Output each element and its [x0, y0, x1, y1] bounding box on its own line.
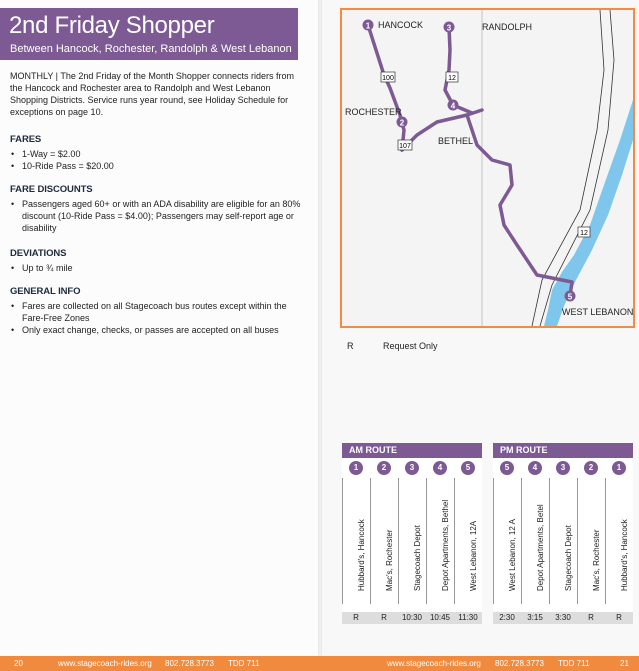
pm-route-heading: PM ROUTE	[493, 443, 633, 458]
pm-stop-column	[549, 478, 578, 604]
footer-website-link[interactable]: www.stagecoach-rides.org	[387, 659, 481, 668]
am-time-cell: R	[381, 613, 387, 622]
footer-tdd: TDD 711	[228, 659, 260, 668]
shield-12b: 12	[580, 230, 588, 237]
pm-time-cell: 3:30	[555, 613, 571, 622]
footer-phone: 802.728.3773	[165, 659, 214, 668]
label-hancock: HANCOCK	[378, 20, 424, 30]
am-time-cell: 10:30	[401, 613, 423, 622]
am-stop-circle: 5	[461, 461, 475, 475]
am-stop-circle: 4	[433, 461, 447, 475]
page-subtitle: Between Hancock, Rochester, Randolph & West Lebanon	[10, 43, 292, 55]
label-bethel: BETHEL	[438, 136, 474, 146]
footer-tdd: TDD 711	[558, 659, 590, 668]
pm-time-cell: 2:30	[499, 613, 515, 622]
am-time-cell: R	[353, 613, 359, 622]
stop-marker-4: 4	[450, 101, 456, 111]
pm-stop-name: Hubbard's, Hancock	[620, 519, 629, 591]
intro-paragraph: MONTHLY | The 2nd Friday of the Month Shopper connects riders from the Hancock and Rochester area to Randolph and West Lebanon Shopping Districts. Service runs year round, see Holiday Schedule for exceptions on page 10.	[10, 71, 294, 117]
fares-heading: FARES	[10, 134, 42, 145]
deviation-item: • Up to ¾ mile	[10, 262, 310, 274]
legend-label: Request Only	[383, 341, 438, 351]
general-info-heading: GENERAL INFO	[10, 286, 81, 297]
stop-marker-5: 5	[567, 292, 573, 302]
am-stop-circle: 3	[405, 461, 419, 475]
discounts-heading: FARE DISCOUNTS	[10, 184, 93, 195]
discounts-section	[10, 184, 310, 234]
pm-stop-name: West Lebanon, 12 A	[508, 519, 517, 591]
stop-marker-2: 2	[399, 118, 405, 128]
am-stop-column	[454, 478, 483, 604]
general-info-item: • Fares are collected on all Stagecoach bus routes except within the Fare-Free Zones	[10, 300, 307, 324]
footer-left	[0, 656, 320, 671]
pm-stop-circle: 3	[556, 461, 570, 475]
am-stop-column	[370, 478, 399, 604]
stop-marker-3: 3	[446, 23, 452, 33]
footer-page-number: 21	[620, 659, 629, 668]
fare-item: • 10-Ride Pass = $20.00	[10, 160, 310, 172]
am-times-row	[342, 612, 482, 624]
shield-100: 100	[382, 75, 394, 82]
pm-stop-column	[605, 478, 634, 604]
general-info-section	[10, 286, 310, 336]
stop-markers	[363, 20, 576, 302]
am-time-cell: 11:30	[458, 613, 478, 622]
pm-stop-circle: 2	[584, 461, 598, 475]
fare-item: • 1-Way = $2.00	[10, 148, 310, 160]
pm-route-table	[493, 443, 633, 624]
map-labels	[345, 20, 633, 317]
stop-marker-1: 1	[365, 21, 371, 31]
pm-time-cell: R	[588, 613, 594, 622]
label-rochester: ROCHESTER	[345, 107, 402, 117]
route-map	[340, 8, 635, 328]
page-title: 2nd Friday Shopper	[9, 12, 215, 39]
footer-page-number: 20	[14, 659, 23, 668]
general-info-item: • Only exact change, checks, or passes are accepted on all buses	[10, 324, 310, 336]
label-west-lebanon: WEST LEBANON	[562, 307, 633, 317]
pm-stop-circle: 1	[612, 461, 626, 475]
fares-section	[10, 134, 310, 172]
shield-107: 107	[399, 143, 411, 150]
page-gutter	[318, 0, 322, 671]
am-stop-name: Hubbard's, Hancock	[357, 519, 366, 591]
am-stop-column	[342, 478, 371, 604]
am-stop-circle: 1	[349, 461, 363, 475]
shield-12: 12	[448, 75, 456, 82]
am-stop-name: Mac's, Rochester	[385, 529, 394, 591]
discount-item: • Passengers aged 60+ or with an ADA disability are eligible for an 80% discount (10-Ride Pass = $4.00); Passengers may self-report age or disability	[10, 198, 307, 234]
pm-stop-circle: 4	[528, 461, 542, 475]
am-route-table	[342, 443, 482, 624]
pm-stop-name: Mac's, Rochester	[592, 529, 601, 591]
pm-time-cell: 3:15	[527, 613, 543, 622]
footer-website-link[interactable]: www.stagecoach-rides.org	[58, 659, 152, 668]
pm-time-cell: R	[616, 613, 622, 622]
deviations-section	[10, 248, 310, 274]
am-stop-circle: 2	[377, 461, 391, 475]
footer-phone: 802.728.3773	[495, 659, 544, 668]
footer-right	[320, 656, 639, 671]
legend-code: R	[347, 341, 354, 351]
pm-stop-circle: 5	[500, 461, 514, 475]
pm-stop-column	[493, 478, 522, 604]
deviations-heading: DEVIATIONS	[10, 248, 67, 259]
pm-times-row	[493, 612, 633, 624]
pm-stop-name: Depot Apartments, Betel	[536, 504, 545, 591]
am-stop-name: West Lebanon, 12A	[469, 520, 478, 591]
title-banner	[0, 8, 298, 60]
pm-stop-column	[521, 478, 550, 604]
am-stop-column	[426, 478, 455, 604]
am-stop-column	[398, 478, 427, 604]
am-time-cell: 10:45	[429, 613, 451, 622]
route-line	[368, 25, 572, 296]
label-randolph: RANDOLPH	[482, 22, 533, 32]
pm-stop-column	[577, 478, 606, 604]
pm-stop-name: Stagecoach Depot	[564, 525, 573, 591]
am-stop-name: Depot Apartments, Bethel	[441, 499, 450, 591]
route-map-svg	[342, 10, 633, 326]
am-route-heading: AM ROUTE	[342, 443, 482, 458]
am-stop-name: Stagecoach Depot	[413, 525, 422, 591]
